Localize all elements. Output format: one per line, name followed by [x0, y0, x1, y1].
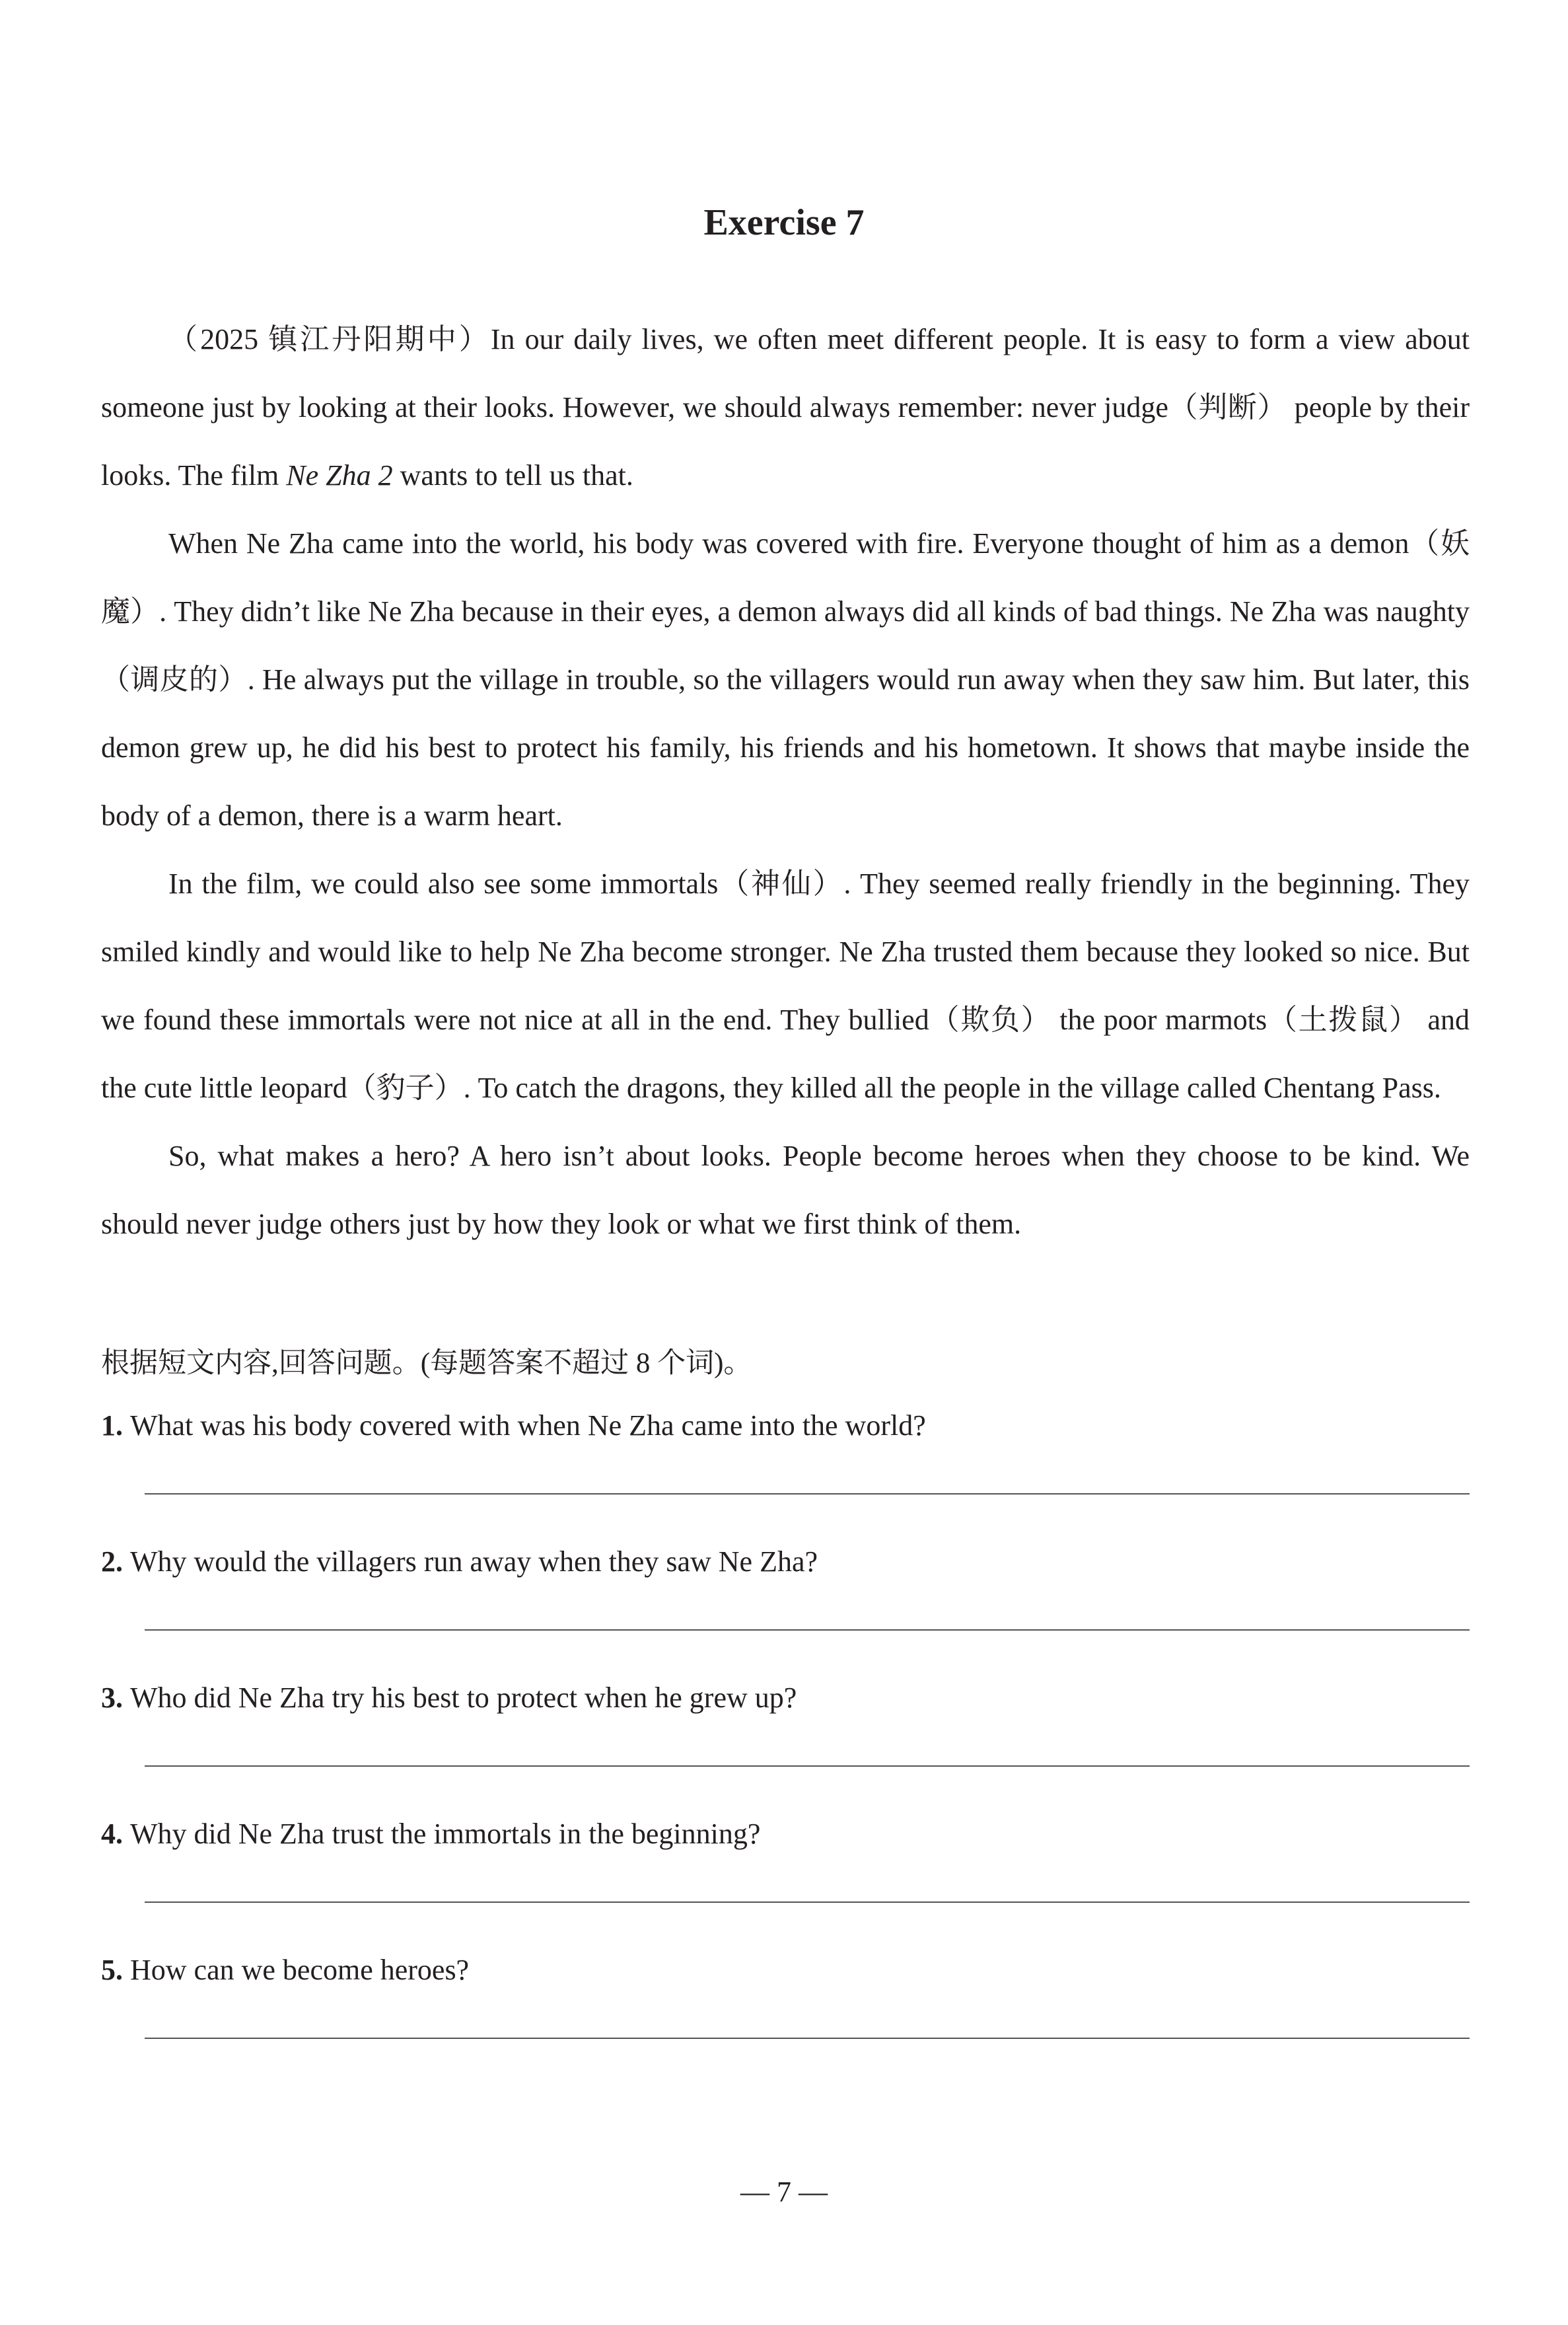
paragraph-2: When Ne Zha came into the world, his body was covered with fire. Everyone thought of him as a demon（妖魔）. They didn’t like Ne Zha because in their eyes, a demon always did all kinds of bad things. Ne Zha was naughty（调皮的）. He always put the village in trouble, so the villagers would run away when they saw him. But later, this demon grew up, he did his best to protect his family, his friends and his hometown. It shows that maybe inside the body of a demon, there is a warm heart. — [101, 527, 1470, 832]
film-title: Ne Zha 2 — [286, 459, 393, 492]
page-number: — 7 — — [740, 2176, 828, 2208]
answer-line[interactable] — [145, 1493, 1470, 1495]
answer-line[interactable] — [145, 2038, 1470, 2039]
answer-line[interactable] — [145, 1629, 1470, 1631]
answer-line[interactable] — [145, 1901, 1470, 1903]
question-2: 2. Why would the villagers run away when they saw Ne Zha? — [101, 1545, 1470, 1578]
instructions: 根据短文内容,回答问题。(每题答案不超过 8 个词)。 — [101, 1348, 752, 1379]
reading-passage — [101, 305, 1470, 1258]
paragraph-3: In the film, we could also see some immortals（神仙）. They seemed really friendly in the beginning. They smiled kindly and would like to help Ne Zha become stronger. Ne Zha trusted them because they looked so nice. But we found these immortals were not nice at all in the end. They bullied（欺负） the poor marmots（土拨鼠） and the cute little leopard（豹子）. To catch the dragons, they killed all the people in the village called Chentang Pass. — [101, 867, 1470, 1104]
page-title: Exercise 7 — [703, 202, 865, 243]
paragraph-4: So, what makes a hero? A hero isn’t about looks. People become heroes when they choose to be kind. We should never judge others just by how they look or what we first think of them. — [101, 1140, 1470, 1240]
question-5: 5. How can we become heroes? — [101, 1953, 1470, 1987]
answer-line[interactable] — [145, 1765, 1470, 1767]
question-4: 4. Why did Ne Zha trust the immortals in the beginning? — [101, 1817, 1470, 1851]
source-note: （2025 镇江丹阳期中） — [168, 323, 491, 355]
paragraph-1: （2025 镇江丹阳期中）In our daily lives, we often meet different people. It is easy to form a view about someone just by looking at their looks. However, we should always remember: never judge（判断） people by their looks. The film Ne Zha 2 wants to tell us that. — [101, 323, 1470, 492]
question-1: 1. What was his body covered with when Ne Zha came into the world? — [101, 1409, 1470, 1442]
question-3: 3. Who did Ne Zha try his best to protect when he grew up? — [101, 1681, 1470, 1715]
